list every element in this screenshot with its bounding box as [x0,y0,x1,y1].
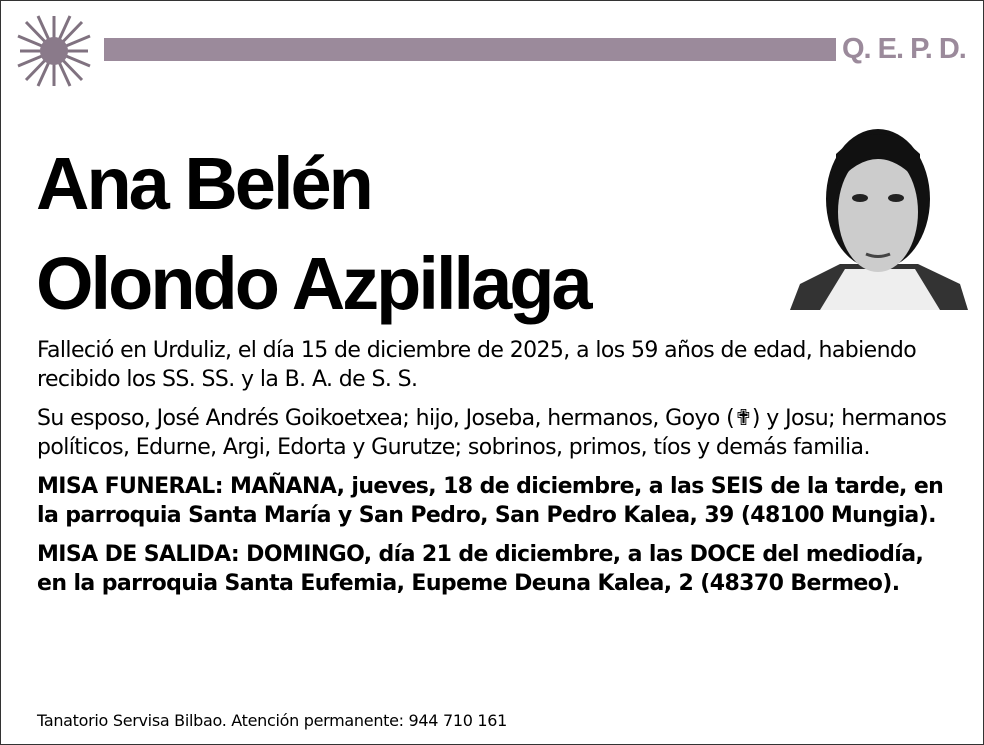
deceased-photo [790,104,968,310]
name-line-2: Olondo Azpillaga [36,242,590,325]
death-details: Falleció en Urduliz, el día 15 de diciembre de 2025, a los 59 años de edad, habiendo recibido los SS. SS. y la B. A. de S. S. [37,338,917,392]
name-line-1: Ana Belén [36,142,371,225]
qepd-label: Q. E. P. D. [842,33,966,65]
header-bar [104,38,836,61]
family-list: Su esposo, José Andrés Goikoetxea; hijo, Joseba, hermanos, Goyo (✟) y Josu; hermanos políticos, Edurne, Argi, Edorta y Gurutze; sobrinos, primos, tíos y demás familia. [37,406,947,460]
flower-emblem-icon [12,12,96,90]
funeral-home-contact: Tanatorio Servisa Bilbao. Atención permanente: 944 710 161 [37,711,508,730]
deceased-name [36,134,590,334]
departure-mass: MISA DE SALIDA: DOMINGO, día 21 de diciembre, a las DOCE del mediodía, en la parroquia Santa Eufemia, Eupeme Deuna Kalea, 2 (48370 Bermeo). [37,542,924,596]
funeral-mass: MISA FUNERAL: MAÑANA, jueves, 18 de diciembre, a las SEIS de la tarde, en la parroquia Santa María y San Pedro, San Pedro Kalea, 39 (48100 Mungia). [37,474,944,528]
notice-body [37,336,957,608]
